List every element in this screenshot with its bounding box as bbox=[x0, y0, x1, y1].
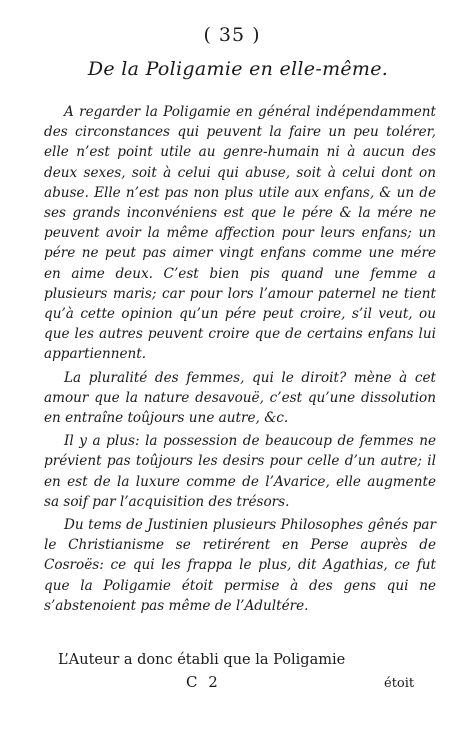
chapter-heading: De la Poligamie en elle-même. bbox=[87, 58, 389, 80]
page-number: ( 35 ) bbox=[203, 24, 261, 46]
body-text bbox=[44, 102, 436, 616]
signature-mark: C 2 bbox=[186, 673, 221, 691]
catchword: étoit bbox=[384, 676, 415, 691]
paragraph: La pluralité des femmes, qui le diroit? mène à cet amour que la nature desavouë, c’est qu’une dissolution en entraîne toûjours une autre, &c. bbox=[44, 369, 436, 427]
paragraph: Du tems de Justinien plusieurs Philosophes gênés par le Christianisme se retirérent en Perse auprès de Cosroës: ce qui les frappa le plus, dit Agathias, ce fut que la Poligamie étoit permise à des gens qui ne s’abstenoient pas même de l’Adultére. bbox=[44, 517, 436, 614]
paragraph: A regarder la Poligamie en général indépendamment des circonstances qui peuvent la faire un peu tolérer, elle n’est point utile au genre-humain ni à aucun des deux sexes, soit à celui qui abuse, soit à celui dont on abuse. Elle n’est pas non plus utile aux enfans, & un de ses grands inconvéniens est que le pére & la mére ne peuvent avoir la même affection pour leurs enfans; un pére ne peut pas aimer vingt enfans comme une mére en aime deux. C’est bien pis quand une femme a plusieurs maris; car pour lors l’amour paternel ne tient qu’à cette opinion qu’un pére peut croire, s’il veut, ou que les autres peuvent croire que de certains enfans lui appartiennent. bbox=[44, 104, 436, 363]
paragraph: Il y a plus: la possession de beaucoup de femmes ne prévient pas toûjours les desirs pour celle d’un autre; il en est de la luxure comme de l’Avarice, elle augmente sa soif par l’acquisition des trésors. bbox=[44, 433, 436, 510]
closing-line: L’Auteur a donc établi que la Poligamie bbox=[58, 652, 346, 668]
